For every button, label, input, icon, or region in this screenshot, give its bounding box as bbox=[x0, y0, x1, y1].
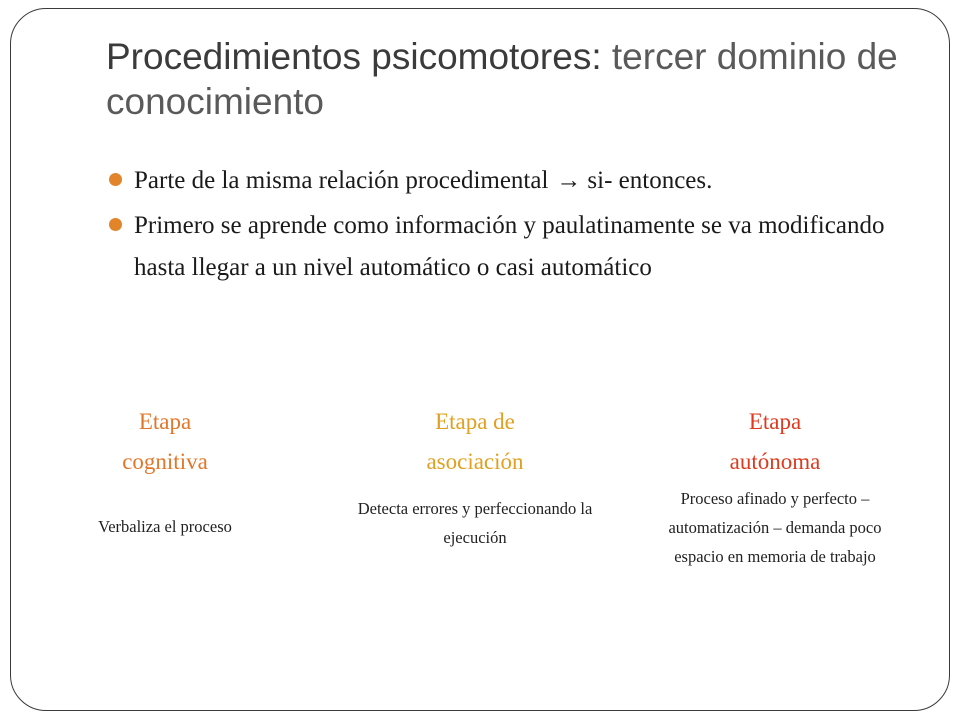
title-strong: Procedimientos psicomotores: bbox=[106, 36, 602, 77]
bullet-text: Parte de la misma relación procedimental bbox=[134, 167, 549, 194]
bullet-text-tail: si- entonces. bbox=[587, 167, 713, 194]
bullet-list bbox=[108, 160, 908, 289]
stage-heading: Etapa autónoma bbox=[729, 409, 821, 474]
arrow-right-icon: → bbox=[556, 167, 582, 194]
bullet-dot-icon bbox=[109, 218, 122, 231]
stage-heading: Etapa cognitiva bbox=[122, 409, 208, 474]
bullet-item bbox=[108, 160, 908, 202]
slide-title bbox=[106, 34, 906, 124]
bullet-text: Primero se aprende como información y paulatinamente se va modificando hasta llegar a un nivel automático o casi automático bbox=[134, 212, 885, 281]
stage-cognitive bbox=[60, 402, 270, 541]
stage-autonomous bbox=[640, 402, 910, 571]
bullet-item bbox=[108, 205, 908, 289]
title-light: tercer dominio de conocimiento bbox=[106, 36, 898, 122]
stage-description: Verbaliza el proceso bbox=[98, 517, 232, 536]
stage-description: Proceso afinado y perfecto – automatización – demanda poco espacio en memoria de trabajo bbox=[668, 489, 882, 566]
stage-association bbox=[350, 402, 600, 552]
stage-heading: Etapa de asociación bbox=[426, 409, 524, 474]
bullet-dot-icon bbox=[109, 173, 122, 186]
stage-description: Detecta errores y perfeccionando la ejecución bbox=[357, 499, 593, 547]
